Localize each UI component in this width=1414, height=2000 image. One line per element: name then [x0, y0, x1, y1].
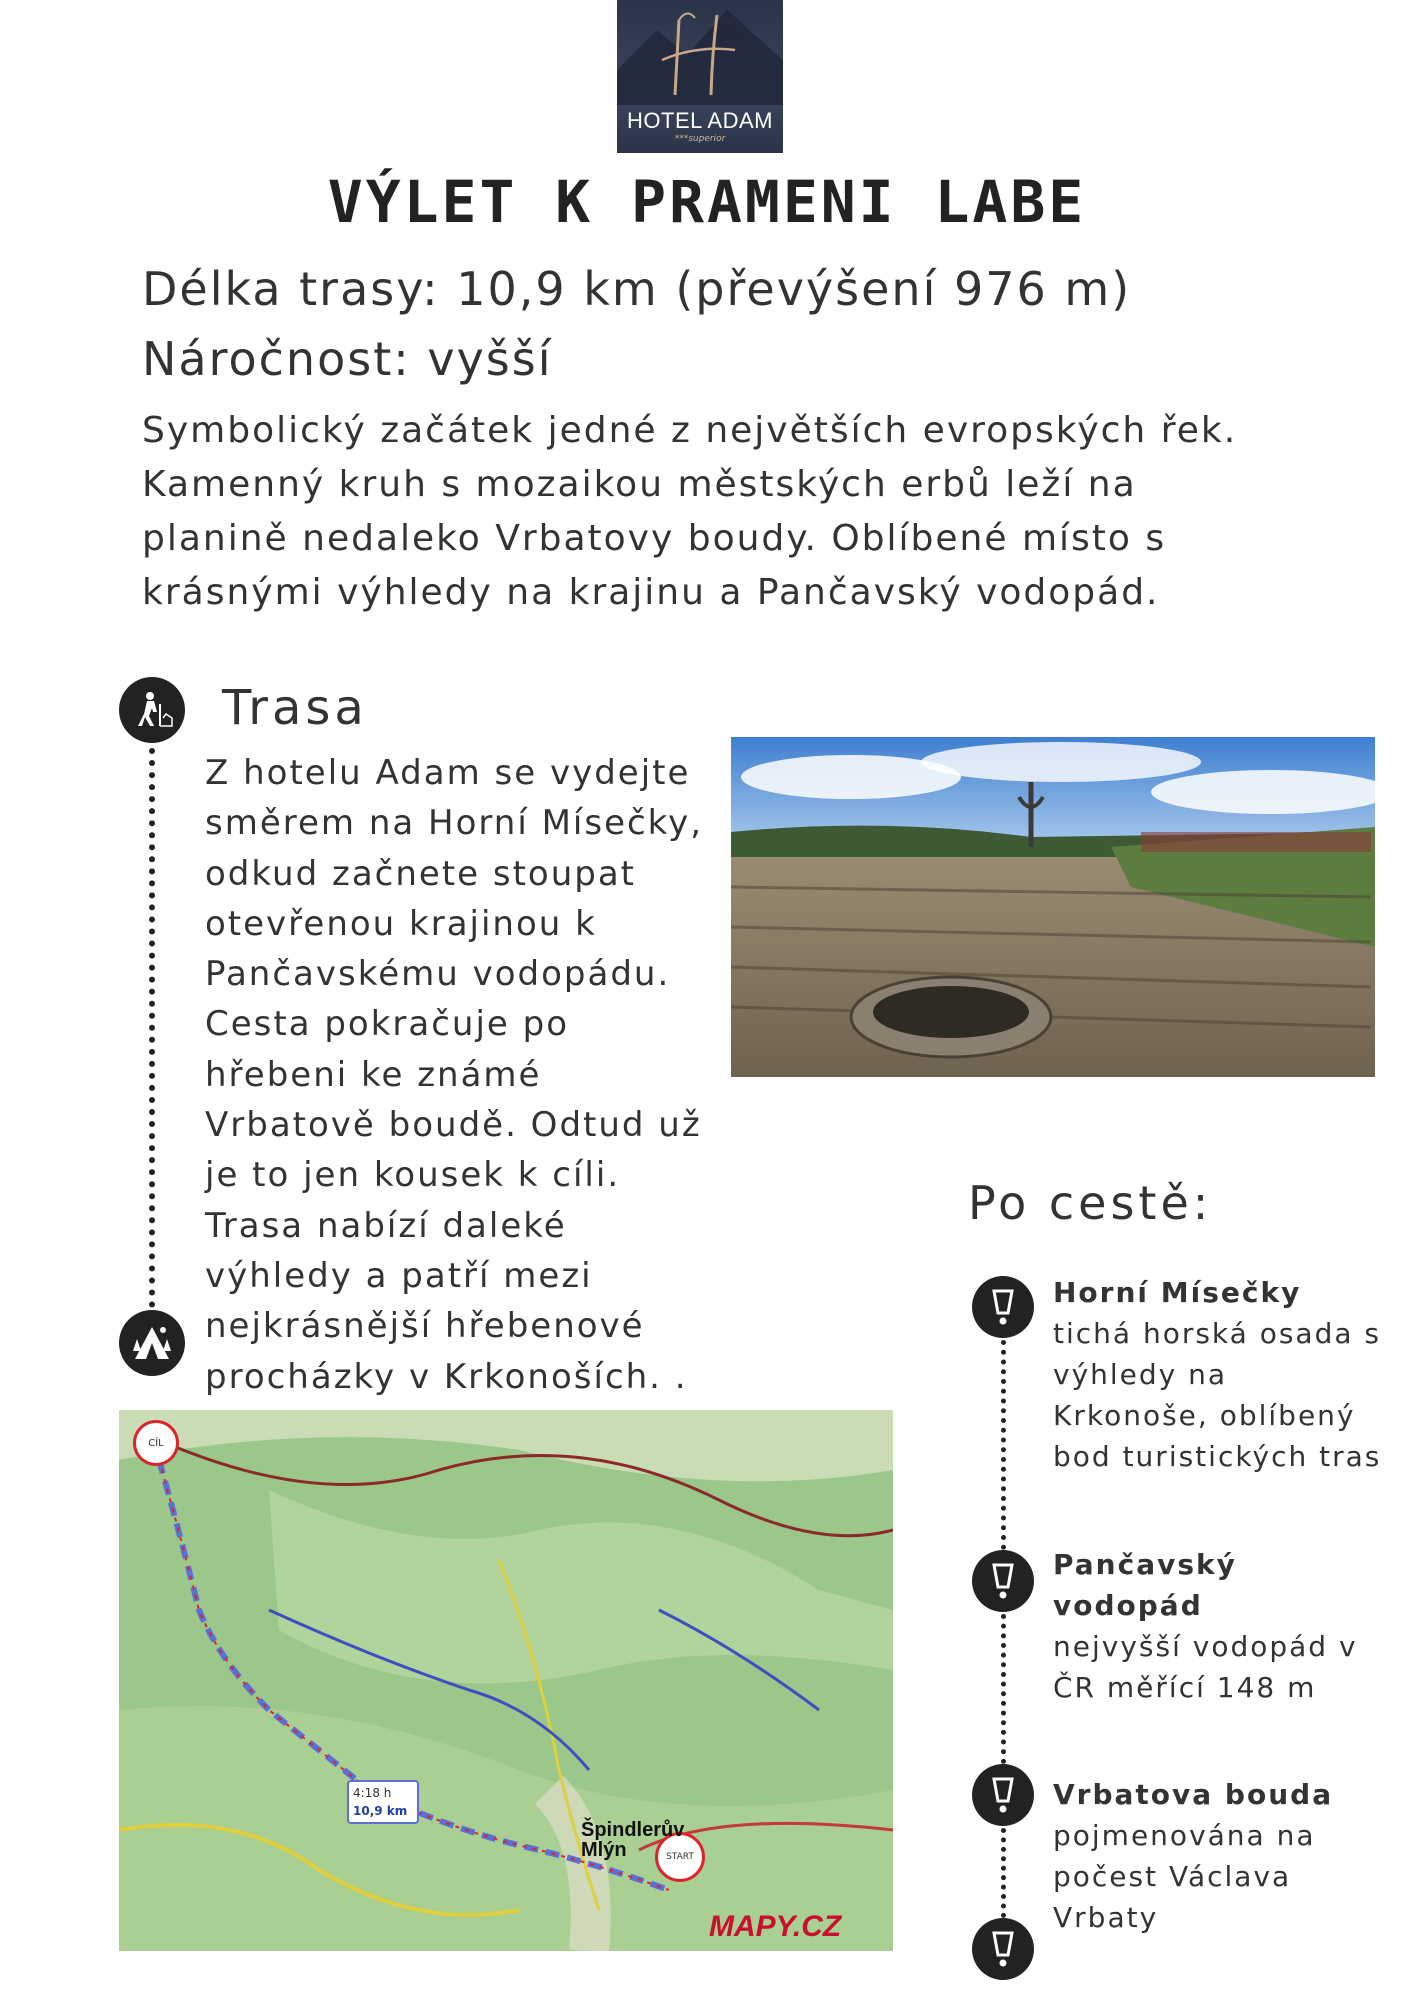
stop-name: Horní Mísečky [1053, 1276, 1302, 1309]
route-map[interactable] [119, 1410, 893, 1951]
route-summary-box [347, 1780, 419, 1824]
stops-timeline-dots-1 [1001, 1340, 1006, 1550]
hiker-icon [119, 677, 185, 743]
labe-spring-photo [731, 737, 1375, 1077]
stop-pancavsky-vodopad [1053, 1544, 1383, 1708]
finish-pin[interactable]: CÍL [133, 1420, 179, 1466]
stop-marker-1-icon [972, 1276, 1034, 1338]
stop-description: pojmenována na počest Václava Vrbaty [1053, 1819, 1316, 1934]
route-heading: Trasa [222, 680, 368, 736]
route-difficulty: Náročnost: vyšší [142, 332, 553, 386]
stop-description: tichá horská osada s výhledy na Krkonoše, oblíbený bod turistických tras [1053, 1317, 1382, 1473]
route-description: Z hotelu Adam se vydejte směrem na Horní Mísečky, odkud začnete stoupat otevřenou krajinou k Pančavskému vodopádu. Cesta pokračuje po hřebeni ke známé Vrbatově boudě. Odtud už je to jen kousek k cíli. Trasa nabízí daleké výhledy a patří mezi nejkrásnější hřebenové procházky v Krkonoších. . [205, 753, 704, 1397]
town-label-line2: Mlýn [581, 1839, 627, 1861]
stop-description: nejvyšší vodopád v ČR měřící 148 m [1053, 1630, 1358, 1704]
map-canvas [119, 1410, 893, 1951]
stops-timeline-dots-3 [1001, 1828, 1006, 1918]
stop-marker-3-icon [972, 1764, 1034, 1826]
logo-mountain-h-icon [617, 0, 783, 105]
stop-marker-2-icon [972, 1550, 1034, 1612]
mapy-cz-logo[interactable]: MAPY.CZ [709, 1910, 842, 1943]
stop-marker-4-icon [972, 1918, 1034, 1980]
hotel-logo [617, 0, 783, 153]
route-time: 4:18 h [353, 1786, 392, 1800]
logo-sub-text: ***superior [674, 134, 726, 144]
page-title: VÝLET K PRAMENI LABE [327, 168, 1087, 236]
stop-vrbatova-bouda [1053, 1774, 1383, 1938]
stop-horni-misecky [1053, 1272, 1383, 1477]
town-label-line1: Špindlerův [581, 1819, 685, 1841]
intro-paragraph: Symbolický začátek jedné z největších evropských řek. Kamenný kruh s mozaikou městských erbů leží na planině nedaleko Vrbatovy boudy. Oblíbené místo s krásnými výhledy na krajinu a Pančavský vodopád. [142, 410, 1238, 613]
town-label [581, 1820, 684, 1860]
stop-name: Pančavský vodopád [1053, 1548, 1237, 1622]
stops-timeline-dots-2 [1001, 1614, 1006, 1764]
route-length: Délka trasy: 10,9 km (převýšení 976 m) [142, 262, 1132, 316]
timeline-dots [149, 748, 155, 1308]
camp-tent-icon [119, 1310, 185, 1376]
stop-name: Vrbatova bouda [1053, 1778, 1334, 1811]
route-distance: 10,9 km [353, 1804, 408, 1818]
logo-brand-text: HOTEL ADAM [627, 108, 773, 133]
start-pin[interactable]: START [655, 1832, 705, 1882]
along-the-way-heading: Po cestě: [968, 1176, 1213, 1230]
